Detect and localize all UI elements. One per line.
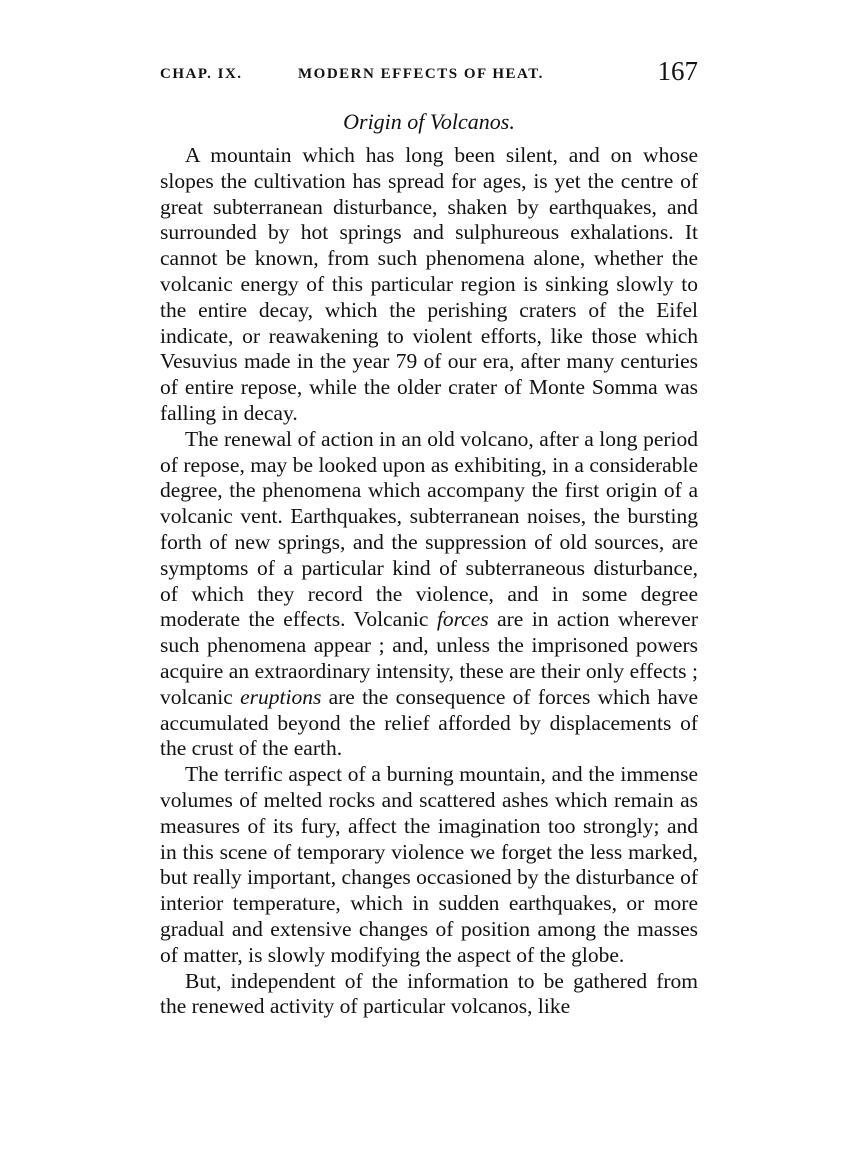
paragraph: A mountain which has long been silent, and on whose slopes the cultivation has spread for ages, is yet the centre of great subterranean disturbance, shaken by earthquakes, and surrounded by hot springs and sulphureous exhalations. It cannot be known, from such phenomena alone, whether the volcanic energy of this particular region is sinking slowly to the entire decay, which the perishing craters of the Eifel indicate, or reawakening to violent efforts, like those which Vesuvius made in the year 79 of our era, after many centuries of entire repose, while the older crater of Monte Somma was falling in decay.: [160, 143, 698, 425]
body-text: [160, 143, 698, 1020]
italic-term: eruptions: [240, 684, 322, 709]
paragraph: The terrific aspect of a burning mountain, and the immense volumes of melted rocks and scattered ashes which remain as measures of its fury, affect the imagination too strongly; and in this scene of temporary violence we forget the less marked, but really important, changes occasioned by the disturbance of interior temperature, which in sudden earthquakes, or more gradual and extensive changes of position among the masses of matter, is slowly modifying the aspect of the globe.: [160, 762, 698, 967]
paragraph: [160, 427, 698, 762]
running-title: MODERN EFFECTS OF HEAT.: [298, 66, 544, 82]
italic-term: forces: [436, 607, 489, 632]
chapter-label: CHAP. IX.: [160, 66, 243, 82]
section-heading: Origin of Volcanos.: [343, 109, 515, 134]
paragraph-text: are in action wherever such phenomena appear ; and, unless the imprisoned powers acquire an extraordinary intensity, these are their only effects ; volcanic: [160, 607, 698, 709]
paragraph-text: The renewal of action in an old volcano, after a long period of repose, may be looked upon as exhibiting, in a considerable degree, the phenomena which accompany the first origin of a volcanic vent. Earthquakes, subterranean noises, the bursting forth of new springs, and the suppression of old sources, are symptoms of a particular kind of subterraneous disturbance, of which they record the violence, and in some degree moderate the effects. Volcanic: [160, 426, 698, 632]
paragraph: But, independent of the information to be gathered from the renewed activity of particular volcanos, like: [160, 968, 698, 1019]
page-number: 167: [657, 56, 698, 86]
paragraph-text: are the consequence of forces which have accumulated beyond the relief afforded by displacements of the crust of the earth.: [160, 684, 699, 761]
running-head: [160, 56, 698, 96]
